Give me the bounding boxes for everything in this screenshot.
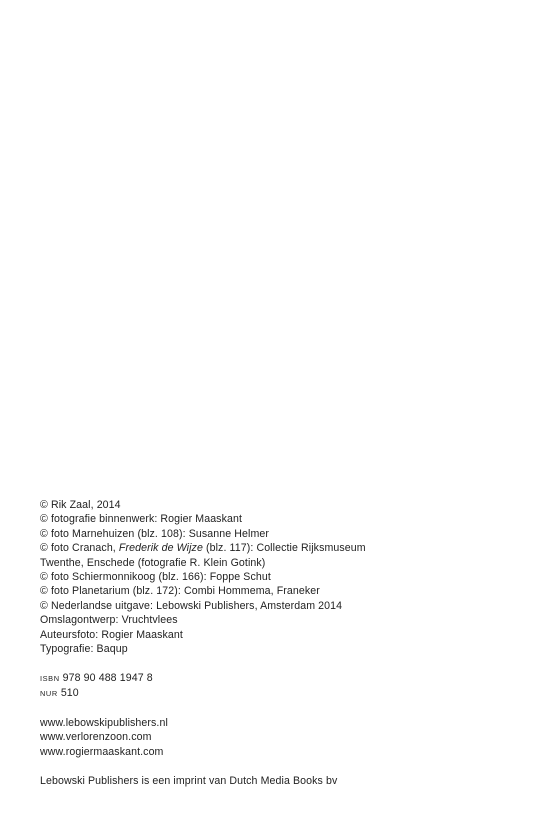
website-rogiermaaskant: www.rogiermaaskant.com xyxy=(40,745,164,758)
photo-credit-interior: © fotografie binnenwerk: Rogier Maaskant xyxy=(40,513,243,526)
photo-credit-schiermonnikoog: © foto Schiermonnikoog (blz. 166): Foppe Schut xyxy=(40,571,271,584)
imprint-statement: Lebowski Publishers is een imprint van Dutch Media Books bv xyxy=(40,774,338,787)
colophon xyxy=(40,498,510,788)
cover-design-credit: Omslagontwerp: Vruchtvlees xyxy=(40,614,178,627)
spacer xyxy=(40,702,510,716)
copyright-author: © Rik Zaal, 2014 xyxy=(40,499,121,511)
isbn-line xyxy=(40,671,510,686)
author-photo-credit: Auteursfoto: Rogier Maaskant xyxy=(40,628,183,641)
isbn-label: ISBN xyxy=(40,673,60,683)
nur-line xyxy=(40,686,510,701)
copyright-dutch-edition: © Nederlandse uitgave: Lebowski Publishers, Amsterdam 2014 xyxy=(40,599,343,612)
photo-credit-marnehuizen: © foto Marnehuizen (blz. 108): Susanne Helmer xyxy=(40,527,270,540)
nur-value: 510 xyxy=(60,687,79,700)
website-lebowski: www.lebowskipublishers.nl xyxy=(40,717,168,730)
photo-credit-planetarium: © foto Planetarium (blz. 172): Combi Hommema, Franeker xyxy=(40,585,320,598)
photo-credit-cranach-continuation: Twenthe, Enschede (fotografie R. Klein Gotink) xyxy=(40,556,266,569)
photo-credit-cranach xyxy=(40,541,510,555)
typography-credit: Typografie: Baqup xyxy=(40,643,128,656)
isbn-value: 978 90 488 1947 8 xyxy=(62,671,153,684)
cranach-artwork-title: Frederik de Wijze xyxy=(118,542,203,555)
cranach-suffix: (blz. 117): Collectie Rijksmuseum xyxy=(202,542,366,555)
spacer xyxy=(40,759,510,773)
spacer xyxy=(40,656,510,670)
website-verlorenzoon: www.verlorenzoon.com xyxy=(40,731,152,744)
nur-label: NUR xyxy=(40,689,58,699)
cranach-prefix: © foto Cranach, xyxy=(40,542,119,555)
